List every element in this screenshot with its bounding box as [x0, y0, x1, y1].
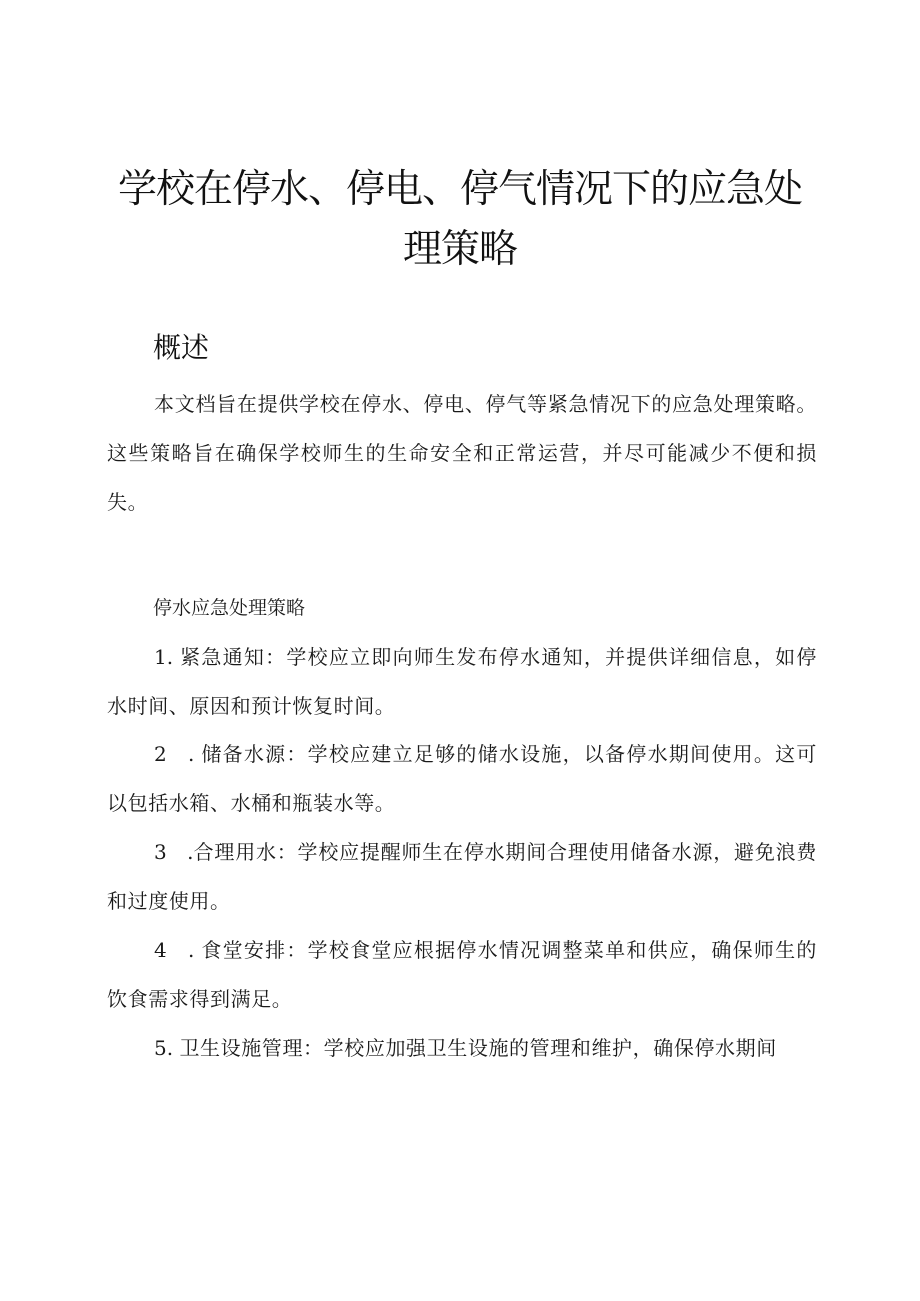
water-item-1-text: 紧急通知：学校应立即向师生发布停水通知，并提供详细信息，如停水时间、原因和预计恢复时间。 — [107, 645, 817, 718]
water-item-3-number: 3 . — [154, 840, 194, 864]
water-item-4-text: 食堂安排：学校食堂应根据停水情况调整菜单和供应，确保师生的饮食需求得到满足。 — [107, 938, 817, 1011]
water-item-4 — [107, 926, 817, 1024]
water-item-5-text: 卫生设施管理：学校应加强卫生设施的管理和维护，确保停水期间 — [179, 1036, 777, 1060]
water-item-1 — [107, 633, 817, 731]
water-item-5-number: 5. — [154, 1036, 180, 1060]
water-item-5 — [107, 1024, 817, 1073]
water-section-heading: 停水应急处理策略 — [153, 597, 306, 619]
water-item-2-text: 储备水源：学校应建立足够的储水设施，以备停水期间使用。这可以包括水箱、水桶和瓶装水等。 — [107, 742, 817, 815]
water-item-2 — [107, 730, 817, 828]
water-item-2-number: 2 . — [154, 742, 202, 766]
water-item-3 — [107, 828, 817, 926]
document-title-line-1: 学校在停水、停电、停气情况下的应急处 — [117, 167, 802, 212]
water-item-3-text: 合理用水：学校应提醒师生在停水期间合理使用储备水源，避免浪费和过度使用。 — [107, 840, 817, 913]
water-item-1-number: 1. — [154, 645, 181, 669]
water-item-4-number: 4 . — [154, 938, 202, 962]
overview-paragraph: 本文档旨在提供学校在停水、停电、停气等紧急情况下的应急处理策略。这些策略旨在确保学校师生的生命安全和正常运营，并尽可能减少不便和损失。 — [107, 392, 817, 514]
document-title — [110, 160, 810, 280]
document-title-line-2: 理策略 — [402, 227, 517, 272]
overview-heading: 概述 — [153, 331, 210, 364]
